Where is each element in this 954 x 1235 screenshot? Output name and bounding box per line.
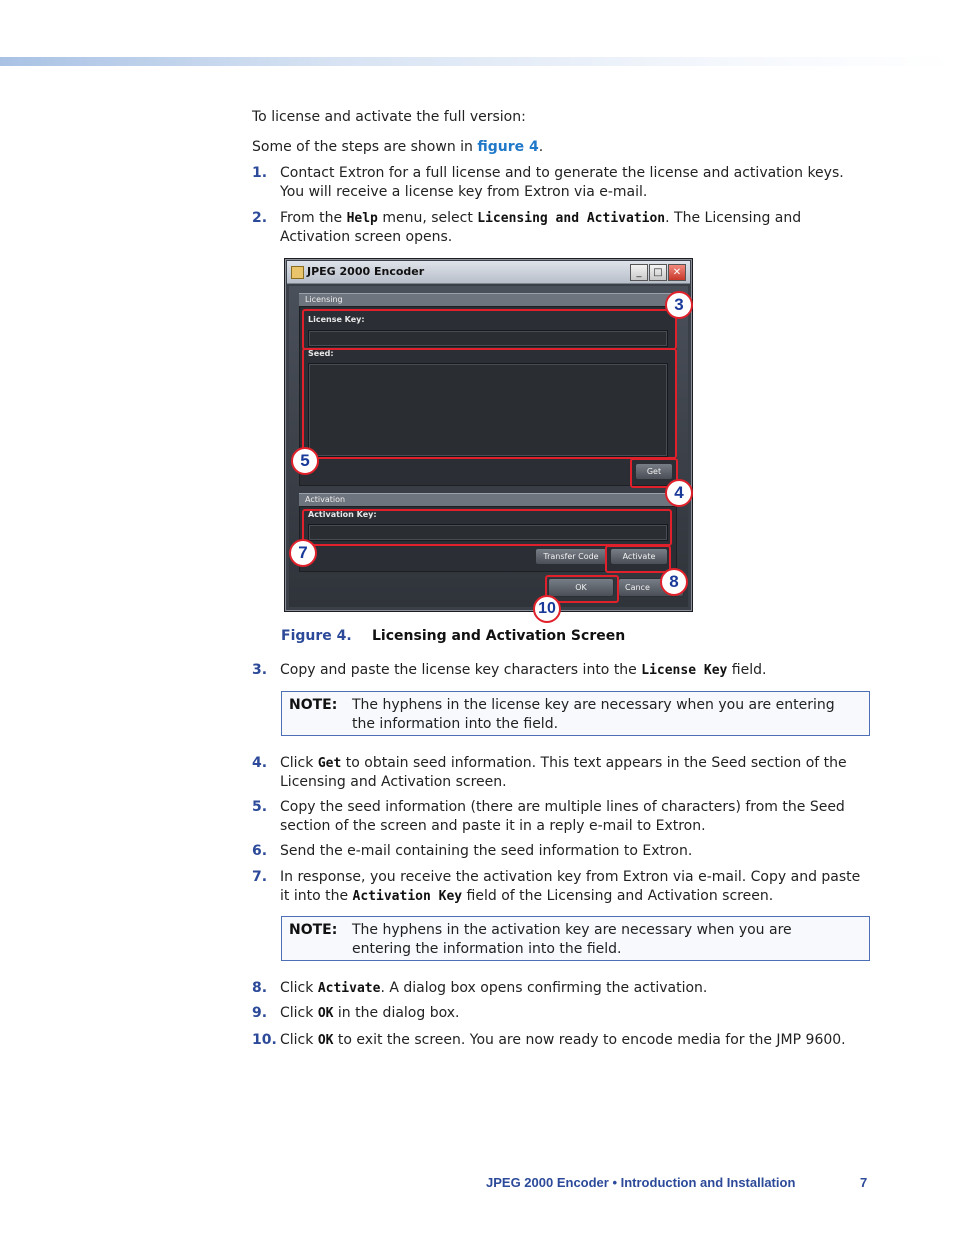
app-icon: [291, 266, 304, 279]
seed-label: Seed:: [308, 349, 334, 358]
step-text-part: to exit the screen. You are now ready to encode media for the JMP 9600.: [333, 1032, 846, 1048]
step-text: [280, 209, 872, 247]
step-text-part: Click: [280, 1005, 318, 1021]
ok-code: OK: [317, 1033, 334, 1048]
step-text: Copy the seed information (there are multiple lines of characters) from the Seed section of the screen and paste it in a reply e-mail to Extron.: [280, 799, 845, 834]
step-text-part: field of the Licensing and Activation screen.: [462, 888, 774, 904]
ok-code: OK: [317, 1006, 334, 1021]
step-number: 8.: [252, 980, 268, 996]
activation-key-highlight: [302, 509, 672, 546]
figure-title: Licensing and Activation Screen: [372, 628, 626, 644]
step-number: 3.: [252, 662, 268, 678]
step-text-part: Click: [280, 980, 318, 996]
licensing-menu-code: Licensing and Activation: [477, 211, 666, 226]
footer-title: JPEG 2000 Encoder • Introduction and Installation: [486, 1175, 796, 1190]
intro-text: To license and activate the full version:: [252, 109, 526, 125]
callout-8: 8: [660, 568, 688, 596]
note-box: [281, 691, 870, 736]
seed-highlight: [302, 348, 677, 459]
callout-4: 4: [665, 479, 693, 507]
window-title-bar: [287, 261, 690, 284]
step-text-part: . The Licensing and Activation screen opens.: [280, 210, 802, 245]
maximize-icon[interactable]: □: [649, 264, 667, 281]
step-text-part: Click: [280, 755, 318, 771]
callout-5: 5: [291, 447, 319, 475]
steps-intro: [252, 138, 543, 157]
step-number: 6.: [252, 843, 268, 859]
callout-7: 7: [289, 539, 317, 567]
step-text-part: From the: [280, 210, 347, 226]
activation-key-code: Activation Key: [352, 889, 463, 904]
figure-4-link[interactable]: figure 4: [477, 139, 539, 155]
activate-code: Activate: [317, 981, 381, 996]
step-number: 7.: [252, 869, 268, 885]
activate-button[interactable]: Activate: [610, 548, 668, 565]
activate-highlight: [605, 545, 671, 573]
step-number: 2.: [252, 210, 268, 226]
license-key-label: License Key:: [308, 315, 365, 324]
step-number: 10.: [252, 1032, 277, 1048]
steps-intro-text: Some of the steps are shown in: [252, 139, 478, 155]
step-text-part: Copy and paste the license key characters into the: [280, 662, 642, 678]
steps-intro-period: .: [538, 139, 544, 155]
step-text: [280, 979, 872, 998]
step-text-part: menu, select: [377, 210, 478, 226]
step-text-part: in the dialog box.: [333, 1005, 460, 1021]
cancel-button[interactable]: Cance: [618, 578, 684, 597]
page-number: 7: [860, 1175, 868, 1190]
note-text: The hyphens in the activation key are necessary when you are entering the information into the field.: [352, 922, 792, 957]
figure-label: Figure 4.: [281, 628, 352, 644]
callout-10: 10: [533, 595, 561, 623]
step-number: 1.: [252, 165, 268, 181]
note-label: NOTE:: [289, 697, 338, 713]
step-text: Contact Extron for a full license and to generate the license and activation keys. You will receive a license key from Extron via e-mail.: [280, 165, 844, 200]
step-text: [280, 754, 872, 792]
minimize-icon[interactable]: _: [630, 264, 648, 281]
step-number: 5.: [252, 799, 268, 815]
note-text: The hyphens in the license key are necessary when you are entering the information into the field.: [352, 697, 835, 732]
header-gradient-bar: [0, 57, 954, 66]
step-number: 9.: [252, 1005, 268, 1021]
step-text-part: . A dialog box opens confirming the activation.: [380, 980, 708, 996]
callout-3: 3: [665, 291, 693, 319]
activation-group-header: Activation: [299, 493, 676, 506]
license-key-highlight: [302, 309, 677, 350]
step-number: 4.: [252, 755, 268, 771]
window-title: JPEG 2000 Encoder: [307, 265, 425, 278]
note-label: NOTE:: [289, 922, 338, 938]
step-text: [280, 868, 872, 906]
licensing-group-header: Licensing: [299, 293, 676, 306]
step-text-part: In response, you receive the activation key from Extron via e-mail. Copy and paste it into the: [280, 869, 861, 904]
get-code: Get: [317, 756, 342, 771]
transfer-code-button[interactable]: Transfer Code: [535, 548, 607, 565]
get-button[interactable]: Get: [635, 463, 673, 480]
step-text: [280, 1004, 872, 1023]
license-key-code: License Key: [641, 663, 728, 678]
help-menu-code: Help: [346, 211, 378, 226]
note-box: [281, 916, 870, 961]
step-text-part: Click: [280, 1032, 318, 1048]
step-text: [280, 661, 872, 680]
ok-button[interactable]: OK: [548, 578, 614, 597]
close-icon[interactable]: ✕: [668, 264, 686, 281]
step-text-part: field.: [727, 662, 767, 678]
activation-key-label: Activation Key:: [308, 510, 377, 519]
step-text: [280, 1031, 872, 1050]
step-text: Send the e-mail containing the seed information to Extron.: [280, 843, 693, 859]
step-text-part: to obtain seed information. This text appears in the Seed section of the Licensing and Activation screen.: [280, 755, 847, 790]
